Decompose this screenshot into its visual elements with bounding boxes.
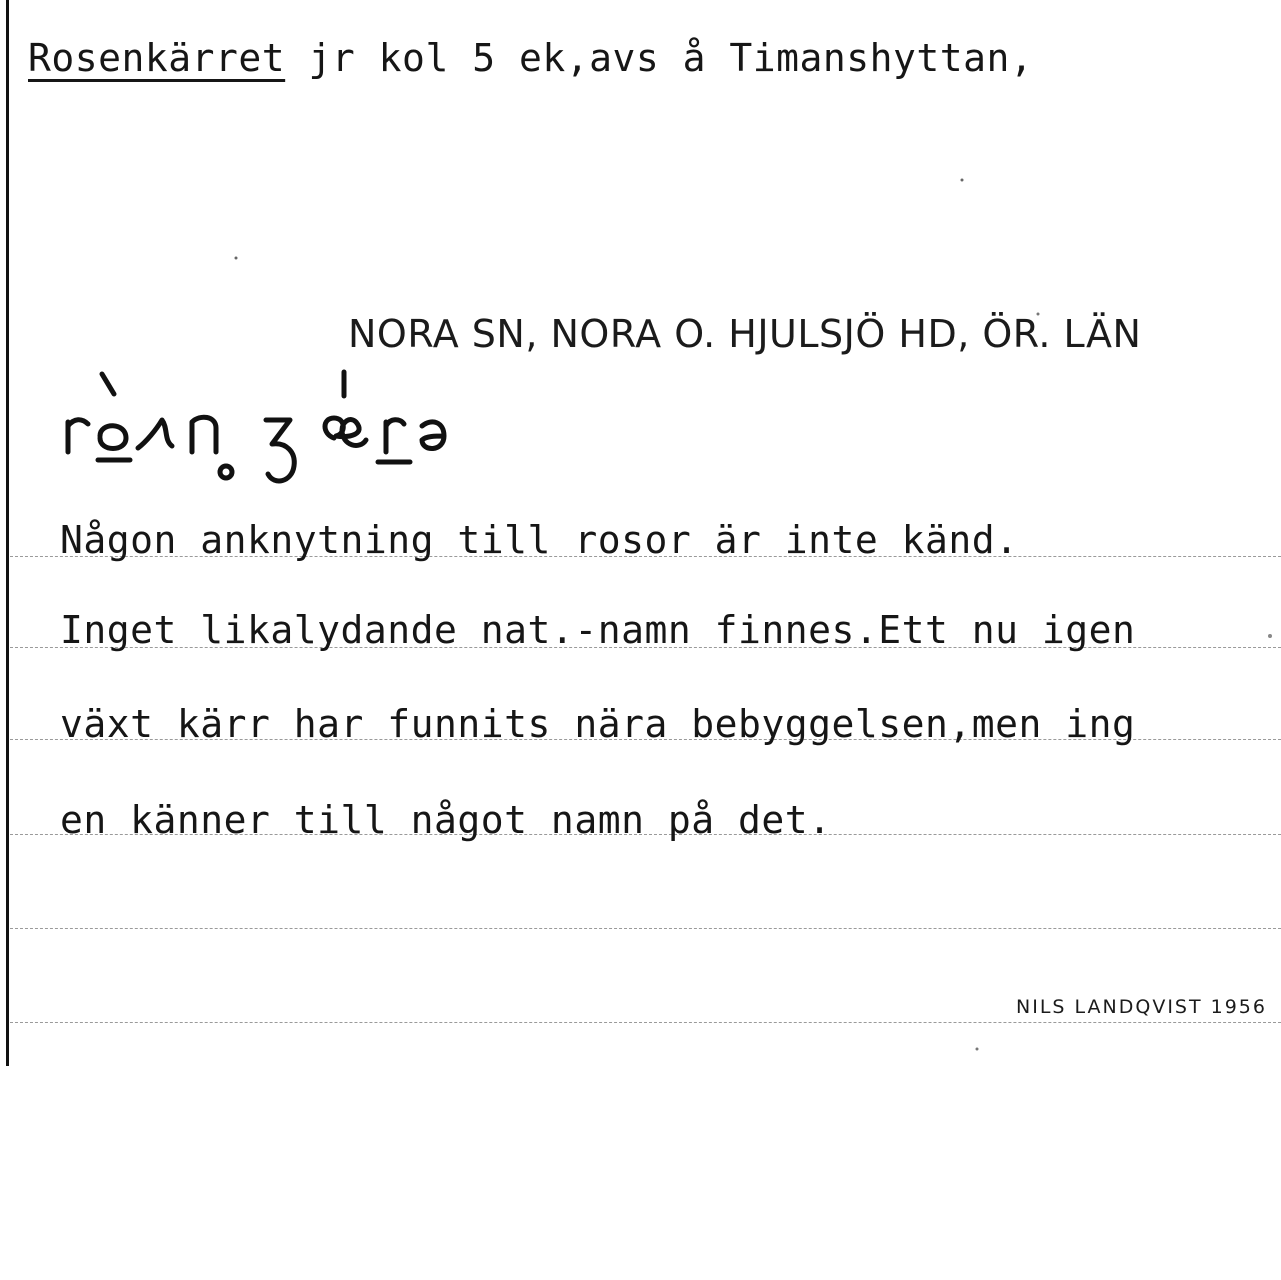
body-line-3: växt kärr har funnits nära bebyggelsen,men ing: [60, 702, 1136, 746]
heading-description: jr kol 5 ek,avs å Timanshyttan,: [285, 36, 1034, 80]
dotted-guide-line: [10, 1022, 1281, 1023]
phonetic-transcription: [60, 368, 460, 498]
body-line-1: Någon anknytning till rosor är inte känd.: [60, 518, 1019, 562]
body-line-2: Inget likalydande nat.-namn finnes.Ett nu igen: [60, 608, 1136, 652]
headword: Rosenkärret: [28, 36, 286, 80]
location-stamp: NORA SN, NORA O. HJULSJÖ HD, ÖR. LÄN: [348, 312, 1142, 356]
dotted-guide-line: [10, 928, 1281, 929]
body-line-4: en känner till något namn på det.: [60, 798, 832, 842]
heading-line: [28, 36, 1033, 80]
signature-stamp: NILS LANDQVIST 1956: [1016, 996, 1267, 1018]
